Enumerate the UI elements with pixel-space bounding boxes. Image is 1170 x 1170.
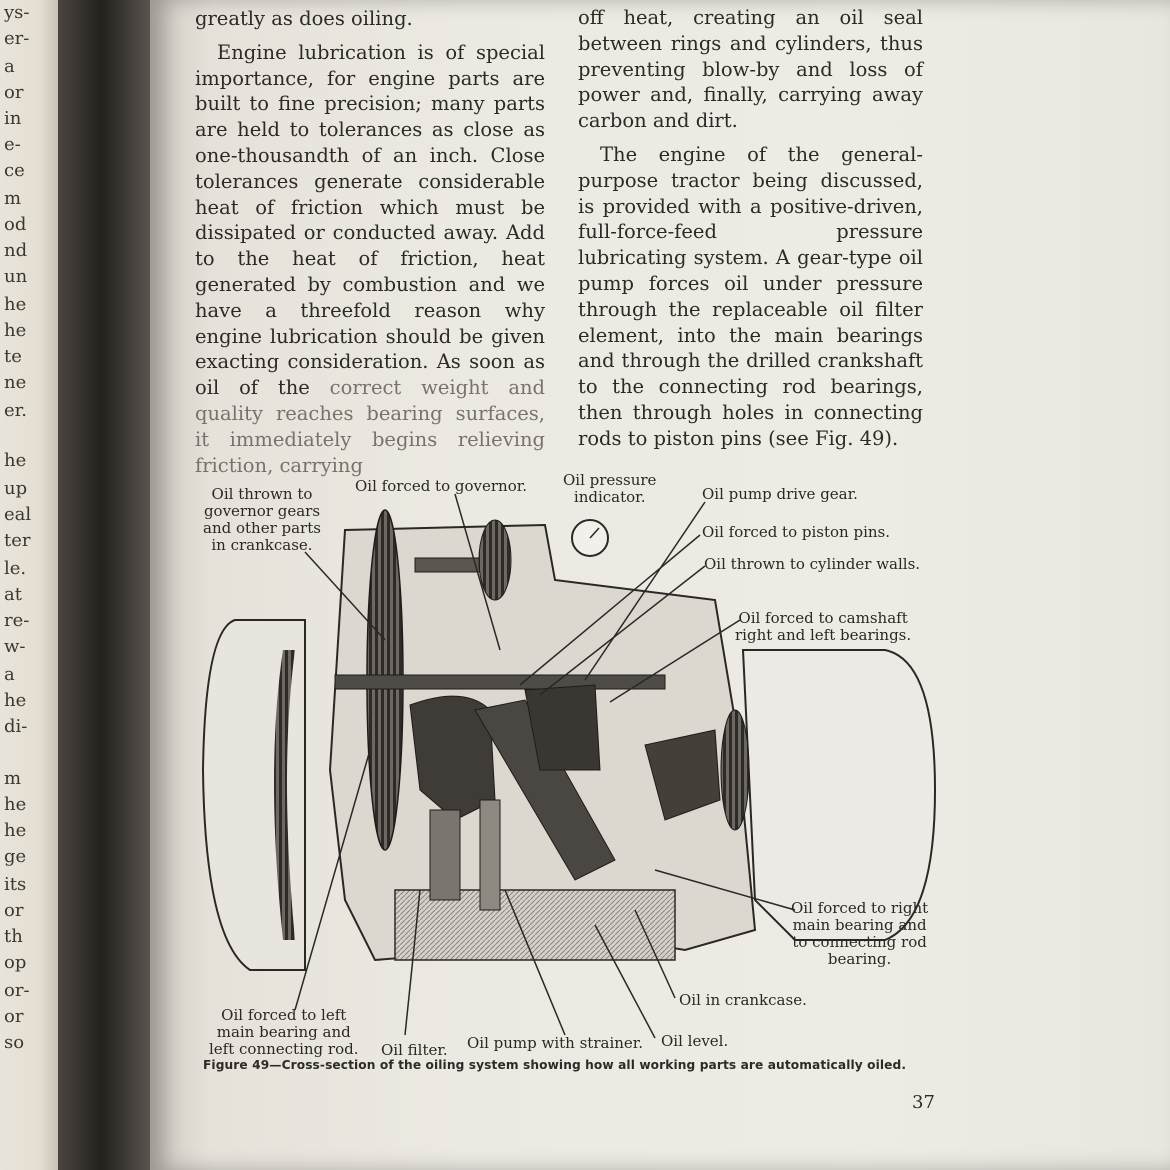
left-page-text-fragment: e- (4, 134, 21, 155)
paragraph (195, 40, 545, 479)
left-page-text-fragment: he (4, 690, 27, 711)
label-governor-gears: Oil thrown to governor gears and other parts in crankcase. (203, 485, 321, 554)
left-page-text-fragment: di- (4, 716, 28, 737)
left-page-text-fragment: er. (4, 400, 28, 421)
text-column-right (578, 5, 923, 452)
left-page-text-fragment: he (4, 820, 27, 841)
label-oil-level: Oil level. (661, 1032, 729, 1050)
left-page-text-fragment: er- (4, 28, 30, 49)
label-camshaft-bearings: Oil forced to camshaft right and left bearings. (735, 609, 912, 644)
left-page-text-fragment: m (4, 188, 22, 209)
left-page-text-fragment: or (4, 1006, 24, 1027)
left-page-text-fragment: its (4, 874, 27, 895)
label-right-main-bearing: Oil forced to right main bearing and to connecting rod bearing. (791, 899, 929, 968)
left-page-text-fragment: le. (4, 558, 27, 579)
paragraph: The engine of the general-purpose tractor being discussed, is provided with a positive-driven, full-force-feed pressure lubricating system. A gear-type oil pump forces oil under pressure through the replaceable oil filter element, into the main bearings and through the drilled crankshaft to the connecting rod bearings, then through holes in connecting rods to piston pins (see Fig. 49). (578, 142, 923, 450)
left-page-text-fragment: ys- (4, 2, 30, 23)
label-piston-pins: Oil forced to piston pins. (702, 523, 890, 541)
left-page-text-fragment: he (4, 294, 27, 315)
left-page-text-fragment: he (4, 320, 27, 341)
label-oil-in-crankcase: Oil in crankcase. (679, 991, 807, 1009)
paragraph-text-faded: correct weight and quality reaches bearing surfaces, it immediately begins relieving friction, carrying (195, 376, 545, 477)
left-page-text-fragment: so (4, 1032, 25, 1053)
left-page-text-fragment: op (4, 952, 27, 973)
label-oil-pump: Oil pump with strainer. (467, 1034, 644, 1052)
left-page-text-fragment: te (4, 346, 22, 367)
paragraph: off heat, creating an oil seal between rings and cylinders, thus preventing blow-by and loss of power and, finally, carrying away carbon and dirt. (578, 6, 923, 133)
text-column-left (195, 6, 545, 478)
left-page-text-fragment: th (4, 926, 23, 947)
label-oil-filter: Oil filter. (381, 1041, 448, 1059)
left-page-text-fragment: re- (4, 610, 30, 631)
label-pressure-indicator: Oil pressure indicator. (563, 471, 657, 506)
label-oil-to-governor: Oil forced to governor. (355, 477, 528, 495)
left-page-text-fragment: od (4, 214, 27, 235)
left-page-text-fragment: in (4, 108, 22, 129)
left-page-text-fragment: at (4, 584, 22, 605)
left-page-text-fragment: he (4, 794, 27, 815)
left-page-text-fragment: or (4, 82, 24, 103)
engine-oiling-figure (195, 470, 955, 1070)
left-page-text-fragment: a (4, 664, 15, 685)
left-page-text-fragment: or (4, 900, 24, 921)
left-page-text-fragment: un (4, 266, 28, 287)
left-page-text-fragment: he (4, 450, 27, 471)
label-pump-drive-gear: Oil pump drive gear. (702, 485, 858, 503)
left-page-text-fragment: ter (4, 530, 31, 551)
label-cylinder-walls: Oil thrown to cylinder walls. (704, 555, 921, 573)
paragraph-text: Engine lubrication is of special importance, for engine parts are built to fine precision; many parts are held to tolerances as close as one-thousandth of an inch. Close tolerances generate considerable heat of friction which must be dissipated or conducted away. Add to the heat of friction, heat generated by combustion and we have a threefold reason why engine lubrication should be given exacting consideration. As soon as oil of the (195, 40, 545, 400)
left-page-text-fragment: m (4, 768, 22, 789)
left-page-text-fragment: ne (4, 372, 27, 393)
left-page-text-fragment: ge (4, 846, 27, 867)
label-left-main-bearing: Oil forced to left main bearing and left connecting rod. (209, 1006, 359, 1058)
left-page-text-fragment: nd (4, 240, 28, 261)
figure-caption: Figure 49—Cross-section of the oiling system showing how all working parts are automatically oiled. (203, 1058, 907, 1072)
left-page-text-fragment: w- (4, 636, 26, 657)
left-page-text-fragment: a (4, 56, 15, 77)
left-page-edge (0, 0, 58, 1170)
left-page-text-fragment: up (4, 478, 28, 499)
page-number: 37 (912, 1092, 935, 1113)
left-page-text-fragment: eal (4, 504, 32, 525)
paragraph: greatly as does oiling. (195, 7, 413, 30)
left-page-text-fragment: or- (4, 980, 30, 1001)
left-page-text-fragment: ce (4, 160, 25, 181)
